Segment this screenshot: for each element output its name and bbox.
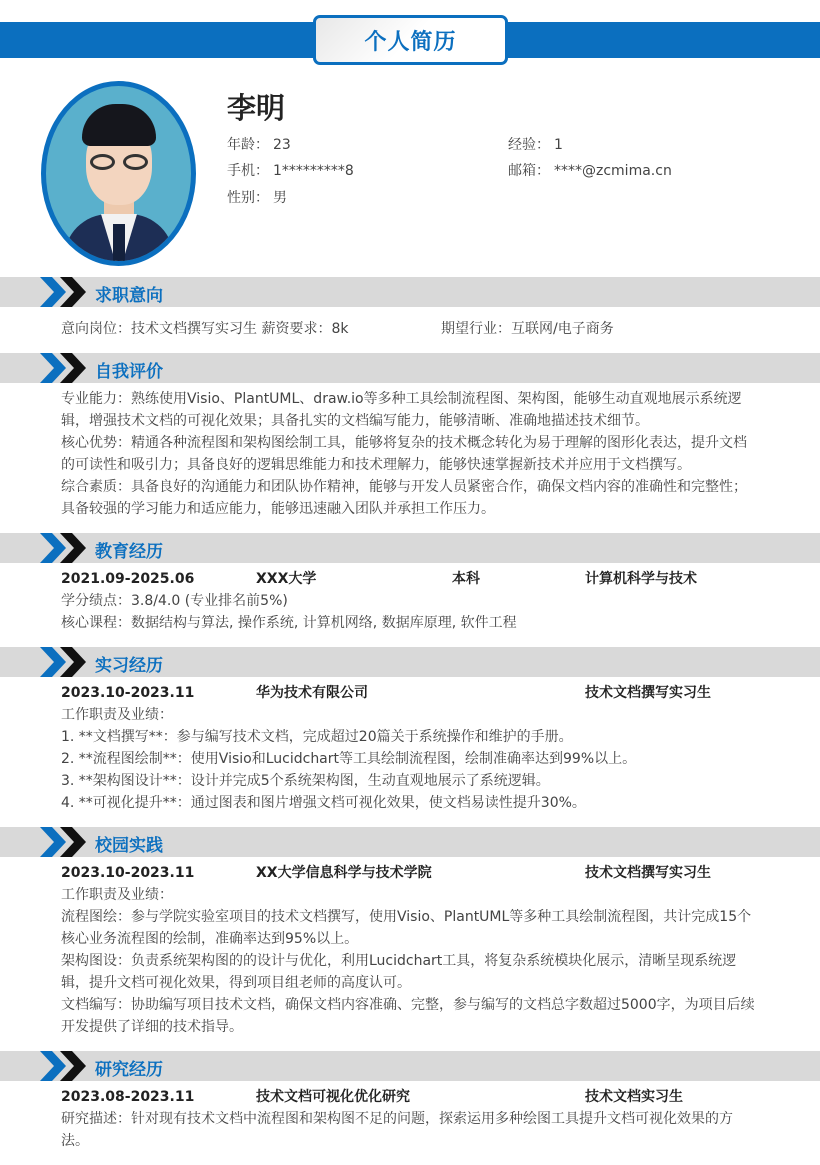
entry-field: 技术文档撰写实习生 bbox=[585, 865, 711, 881]
entry-row bbox=[61, 682, 760, 704]
section-header bbox=[0, 647, 820, 677]
section-header bbox=[0, 1051, 820, 1081]
entry-line: 1. **文档撰写**：参与编写技术文档，完成超过20篇关于系统操作和维护的手册。 bbox=[61, 729, 573, 745]
section-title: 研究经历 bbox=[95, 1060, 163, 1080]
section-header bbox=[0, 827, 820, 857]
candidate-name: 李明 bbox=[227, 91, 286, 125]
entry-line: 工作职责及业绩： bbox=[61, 707, 173, 723]
entry-line: 研究描述：针对现有技术文档中流程图和架构图不足的问题，探索运用多种绘图工具提升文档可视化效果的方法。 bbox=[61, 1111, 733, 1149]
intent-industry: 期望行业：互联网/电子商务 bbox=[441, 321, 614, 337]
entry-field: 2021.09-2025.06 bbox=[61, 571, 195, 587]
chevron-icon bbox=[40, 647, 90, 677]
section-research bbox=[0, 1051, 820, 1165]
chevron-icon bbox=[40, 277, 90, 307]
section-body bbox=[0, 857, 820, 1051]
section-self bbox=[0, 353, 820, 533]
entry-field: 2023.10-2023.11 bbox=[61, 865, 195, 881]
section-body bbox=[0, 563, 820, 647]
info-experience: 经验： 1 bbox=[508, 137, 563, 153]
entry-line: 核心课程：数据结构与算法, 操作系统, 计算机网络, 数据库原理, 软件工程 bbox=[61, 615, 517, 631]
resume-title: 个人简历 bbox=[313, 15, 508, 65]
entry-line: 工作职责及业绩： bbox=[61, 887, 173, 903]
entry-field: 华为技术有限公司 bbox=[256, 685, 368, 701]
section-body bbox=[0, 677, 820, 827]
chevron-icon bbox=[40, 827, 90, 857]
paragraph: 核心优势：精通各种流程图和架构图绘制工具，能够将复杂的技术概念转化为易于理解的图形化表达，提升文档的可读性和吸引力；具备良好的逻辑思维能力和技术理解力，能够快速掌握新技术并应用于文档撰写。 bbox=[61, 435, 747, 473]
entry-field bbox=[452, 682, 585, 704]
section-body bbox=[0, 1081, 820, 1165]
paragraph: 专业能力：熟练使用Visio、PlantUML、draw.io等多种工具绘制流程图、架构图，能够生动直观地展示系统逻辑，增强技术文档的可视化效果；具备扎实的文档编写能力，能够清晰、准确地描述技术细节。 bbox=[61, 391, 742, 429]
profile-photo bbox=[41, 81, 196, 266]
section-title: 校园实践 bbox=[95, 836, 163, 856]
section-header bbox=[0, 277, 820, 307]
section-title: 教育经历 bbox=[95, 542, 163, 562]
chevron-icon bbox=[40, 1051, 90, 1081]
section-header bbox=[0, 533, 820, 563]
section-body bbox=[0, 383, 820, 533]
entry-line: 架构图设：负责系统架构图的的设计与优化，利用Lucidchart工具，将复杂系统模块化展示，清晰呈现系统逻辑，提升文档可视化效果，得到项目组老师的高度认可。 bbox=[61, 953, 737, 991]
entry-field: XX大学信息科学与技术学院 bbox=[256, 865, 432, 881]
entry-field: 技术文档实习生 bbox=[585, 1089, 683, 1105]
info-phone: 手机： 1*********8 bbox=[227, 163, 354, 179]
intent-position: 意向岗位：技术文档撰写实习生 薪资要求：8k bbox=[61, 321, 349, 337]
entry-line: 2. **流程图绘制**：使用Visio和Lucidchart等工具绘制流程图，绘制准确率达到99%以上。 bbox=[61, 751, 637, 767]
entry-field: 计算机科学与技术 bbox=[585, 571, 697, 587]
entry-field bbox=[452, 1086, 585, 1108]
info-email: 邮箱： ****@zcmima.cn bbox=[508, 163, 672, 179]
info-gender: 性别： 男 bbox=[227, 190, 287, 206]
entry-row bbox=[61, 862, 760, 884]
section-edu bbox=[0, 533, 820, 647]
entry-field: 本科 bbox=[452, 571, 480, 587]
entry-line: 学分绩点：3.8/4.0 (专业排名前5%) bbox=[61, 593, 288, 609]
section-intern bbox=[0, 647, 820, 827]
entry-row bbox=[61, 1086, 760, 1108]
section-title: 求职意向 bbox=[95, 286, 163, 306]
section-campus bbox=[0, 827, 820, 1051]
section-header bbox=[0, 353, 820, 383]
entry-field: 技术文档撰写实习生 bbox=[585, 685, 711, 701]
info-age: 年龄： 23 bbox=[227, 137, 291, 153]
entry-field: 2023.10-2023.11 bbox=[61, 685, 195, 701]
entry-line: 4. **可视化提升**：通过图表和图片增强文档可视化效果，使文档易读性提升30%。 bbox=[61, 795, 586, 811]
chevron-icon bbox=[40, 533, 90, 563]
entry-row bbox=[61, 568, 760, 590]
entry-field: 技术文档可视化优化研究 bbox=[256, 1089, 410, 1105]
entry-field: 2023.08-2023.11 bbox=[61, 1089, 195, 1105]
section-title: 自我评价 bbox=[95, 362, 163, 382]
entry-line: 文档编写：协助编写项目技术文档，确保文档内容准确、完整，参与编写的文档总字数超过5000字，为项目后续开发提供了详细的技术指导。 bbox=[61, 997, 755, 1035]
section-body bbox=[0, 307, 820, 353]
entry-field bbox=[452, 862, 585, 884]
entry-line: 流程图绘：参与学院实验室项目的技术文档撰写，使用Visio、PlantUML等多种工具绘制流程图，共计完成15个核心业务流程图的绘制，准确率达到95%以上。 bbox=[61, 909, 752, 947]
paragraph: 综合素质：具备良好的沟通能力和团队协作精神，能够与开发人员紧密合作，确保文档内容的准确性和完整性；具备较强的学习能力和适应能力，能够迅速融入团队并承担工作压力。 bbox=[61, 479, 747, 517]
entry-line: 3. **架构图设计**：设计并完成5个系统架构图，生动直观地展示了系统逻辑。 bbox=[61, 773, 550, 789]
section-intent bbox=[0, 277, 820, 353]
entry-field: XXX大学 bbox=[256, 571, 317, 587]
section-title: 实习经历 bbox=[95, 656, 163, 676]
chevron-icon bbox=[40, 353, 90, 383]
